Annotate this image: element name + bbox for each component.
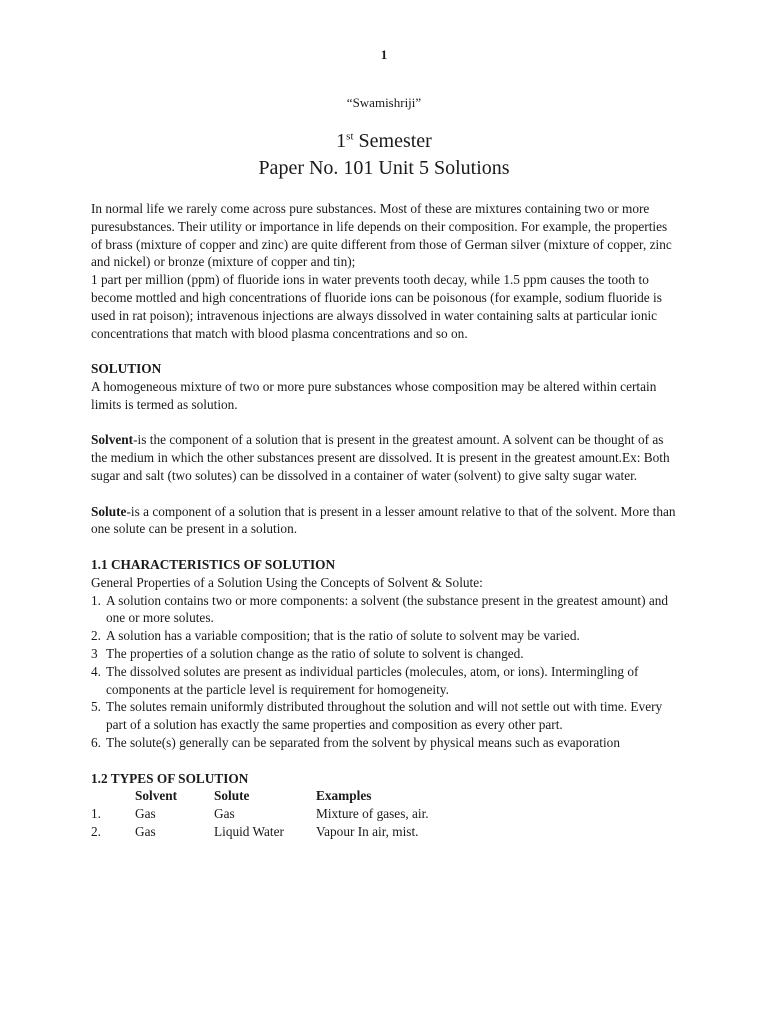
list-item-text: A solution has a variable composition; that is the ratio of solute to solvent may be varied.: [106, 628, 580, 644]
solvent-definition: -is the component of a solution that is present in the greatest amount. A solvent can be thought of as the medium in which the other substances present are dissolved. It is present in the greatest amount.Ex: Both sugar and salt (two solutes) can be dissolved in a container of water (solvent) to give salty sugar water.: [91, 432, 670, 483]
table-header-cell: Examples: [316, 788, 372, 804]
list-item-number: 1.: [91, 592, 101, 608]
dedication-quote: “Swamishriji”: [346, 95, 422, 110]
table-cell: Liquid Water: [214, 823, 284, 839]
solute-term: Solute: [91, 503, 127, 519]
solvent-term: Solvent: [91, 432, 134, 448]
list-item-number: 4.: [91, 663, 101, 679]
page-number: 1: [380, 47, 388, 62]
list-item-text: A solution contains two or more components: a solvent (the substance present in the greatest amount) and one or more solutes.: [106, 592, 669, 626]
types-table: [91, 787, 471, 840]
table-cell: Vapour In air, mist.: [316, 823, 419, 839]
list-item: [91, 663, 681, 699]
list-item-text: The dissolved solutes are present as individual particles (molecules, atom, or ions). Intermingling of components at the particle level is requirement for homogeneity.: [106, 663, 639, 697]
table-cell: Mixture of gases, air.: [316, 806, 429, 822]
table-header-cell: Solvent: [135, 788, 178, 804]
list-item-text: The solutes remain uniformly distributed throughout the solution and will not settle out with time. Every part of a solution has exactly the same properties and composition as every other part.: [106, 699, 663, 733]
types-heading: 1.2 TYPES OF SOLUTION: [91, 770, 249, 786]
intro-paragraph-2: 1 part per million (ppm) of fluoride ions in water prevents tooth decay, while 1.5 ppm causes the tooth to become mottled and high concentrations of fluoride ions can be poisonous (for example, sodium fluoride is used in rat poison); intravenous injections are always dissolved in water containing salts at particular ionic concentrations that match with blood plasma concentrations and so on.: [91, 272, 662, 341]
list-item-number: 5.: [91, 699, 101, 715]
semester-ordinal: st: [346, 130, 354, 143]
semester-label: Semester: [353, 130, 432, 152]
table-row: [91, 805, 471, 823]
table-cell: 2.: [91, 823, 101, 839]
table-header-cell: [91, 787, 135, 805]
semester-number: 1: [336, 130, 347, 152]
characteristics-intro: General Properties of a Solution Using the Concepts of Solvent & Solute:: [91, 574, 483, 590]
solute-paragraph: [91, 503, 681, 539]
list-item-number: 2.: [91, 628, 101, 644]
table-cell: 1.: [91, 806, 101, 822]
table-header-cell: Solute: [214, 788, 250, 804]
table-cell: Gas: [135, 823, 156, 839]
solution-heading: SOLUTION: [91, 361, 162, 377]
intro-paragraph-1: In normal life we rarely come across pure substances. Most of these are mixtures containing two or more puresubstances. Their utility or importance in life depends on their composition. For example, the properties of brass (mixture of copper and zinc) are quite different from those of German silver (mixture of copper, zinc and nickel) or bronze (mixture of copper and tin);: [91, 201, 672, 270]
table-row: [91, 823, 471, 841]
table-cell: Gas: [214, 806, 235, 822]
table-header-row: [91, 787, 471, 805]
table-cell: Gas: [135, 806, 156, 822]
characteristics-heading: 1.1 CHARACTERISTICS OF SOLUTION: [91, 556, 336, 572]
paper-title: Paper No. 101 Unit 5 Solutions: [258, 157, 510, 179]
list-item: [91, 734, 681, 752]
list-item-number: 6.: [91, 734, 101, 750]
document-body: [91, 200, 681, 841]
solute-definition: -is a component of a solution that is present in a lesser amount relative to that of the solvent. More than one solute can be present in a solution.: [91, 503, 676, 537]
solvent-paragraph: [91, 431, 681, 484]
characteristics-list: [91, 592, 681, 752]
semester-heading: [0, 130, 768, 153]
list-item-text: The solute(s) generally can be separated from the solvent by physical means such as evaporation: [106, 734, 620, 750]
solution-definition: A homogeneous mixture of two or more pure substances whose composition may be altered within certain limits is termed as solution.: [91, 378, 657, 412]
list-item-text: The properties of a solution change as the ratio of solute to solvent is changed.: [106, 645, 524, 661]
list-item: [91, 645, 681, 663]
list-item: [91, 627, 681, 645]
list-item: [91, 698, 681, 734]
list-item: [91, 592, 681, 628]
list-item-number: 3: [91, 645, 98, 661]
